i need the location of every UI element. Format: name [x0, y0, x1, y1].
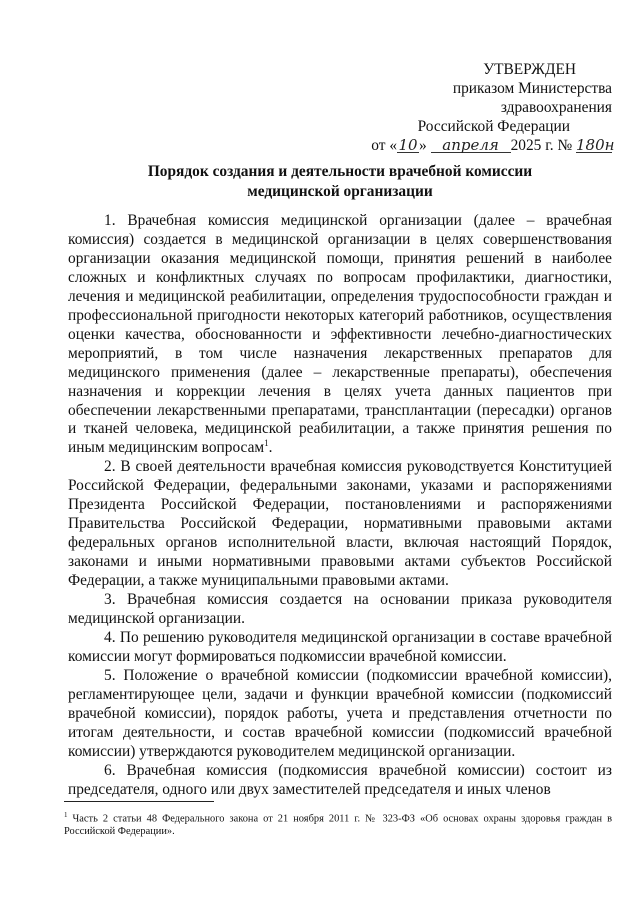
approval-line-country: Российской Федерации [417, 118, 570, 135]
approval-stamp-block [340, 60, 620, 155]
approval-date-line [340, 136, 620, 155]
date-prefix: от « [371, 137, 398, 154]
handwritten-month: апреля [431, 138, 511, 153]
approval-line-ministry: приказом Министерства здравоохранения [452, 80, 612, 116]
footnote-text: Часть 2 статьи 48 Федерального закона от 21 ноября 2011 г. № 323-ФЗ «Об основах охраны здоровья граждан в Российской Федерации». [64, 813, 612, 838]
footnote-divider [64, 801, 214, 802]
paragraph-1: 1. Врачебная комиссия медицинской организации (далее – врачебная комиссия) создается в медицинской организации в целях совершенствования организации оказания медицинской помощи, принятия решений в наиболее сложных и конфликтных случаях по вопросам профилактики, диагностики, лечения и медицинской реабилитации, определения трудоспособности граждан и профессиональной пригодности некоторых категорий работников, осуществления оценки качества, обоснованности и эффективности лечебно-диагностических мероприятий, в том числе назначения лекарственных препаратов для медицинского применения (далее – лекарственные препараты), обеспечения назначения и коррекции лечения в целях учета данных пациентов при обеспечении лекарственными препаратами, трансплантации (пересадки) органов и тканей человека, медицинской реабилитации, а также принятия решения по иным медицинским вопросам$^1$. [68, 212, 612, 457]
handwritten-day: 10 [398, 136, 418, 154]
document-body [68, 212, 612, 800]
footnote-ref: 1 [264, 438, 269, 449]
handwritten-order-number: 180н [576, 136, 615, 154]
paragraph-4: 4. По решению руководителя медицинской организации в составе врачебной комиссии могут формироваться подкомиссии врачебной комиссии. [68, 628, 612, 665]
date-year: 2025 г. № [510, 137, 576, 154]
paragraph-6: 6. Врачебная комиссия (подкомиссия врачебной комиссии) состоит из председателя, одного или двух заместителей председателя и иных членов [68, 761, 612, 798]
paragraph-2: 2. В своей деятельности врачебная комиссия руководствуется Конституцией Российской Федерации, федеральными законами, указами и распоряжениями Президента Российской Федерации, постановлениями и распоряжениями Правительства Российской Федерации, нормативными правовыми актами федеральных органов исполнительной власти, включая настоящий Порядок, законами и иными нормативными правовыми актами субъектов Российской Федерации, а также муниципальными правовыми актами. [68, 458, 612, 590]
footnote-mark: 1 [64, 811, 68, 819]
paragraph-3: 3. Врачебная комиссия создается на основании приказа руководителя медицинской организации. [68, 591, 612, 628]
footnote [64, 809, 612, 838]
paragraph-5: 5. Положение о врачебной комиссии (подкомиссии врачебной комиссии), регламентирующее цели, задачи и функции врачебной комиссии (подкомиссий врачебной комиссии), порядок работы, учета и представления отчетности по итогам деятельности, и состав врачебной комиссии (подкомиссий врачебной комиссии) утверждаются руководителем медицинской организации. [68, 666, 612, 760]
document-title [70, 162, 610, 202]
approval-title: УТВЕРЖДЕН [483, 61, 576, 78]
title-line-1: Порядок создания и деятельности врачебной комиссии [147, 163, 533, 180]
date-mid: » [419, 137, 431, 154]
title-line-2: медицинской организации [247, 183, 433, 200]
